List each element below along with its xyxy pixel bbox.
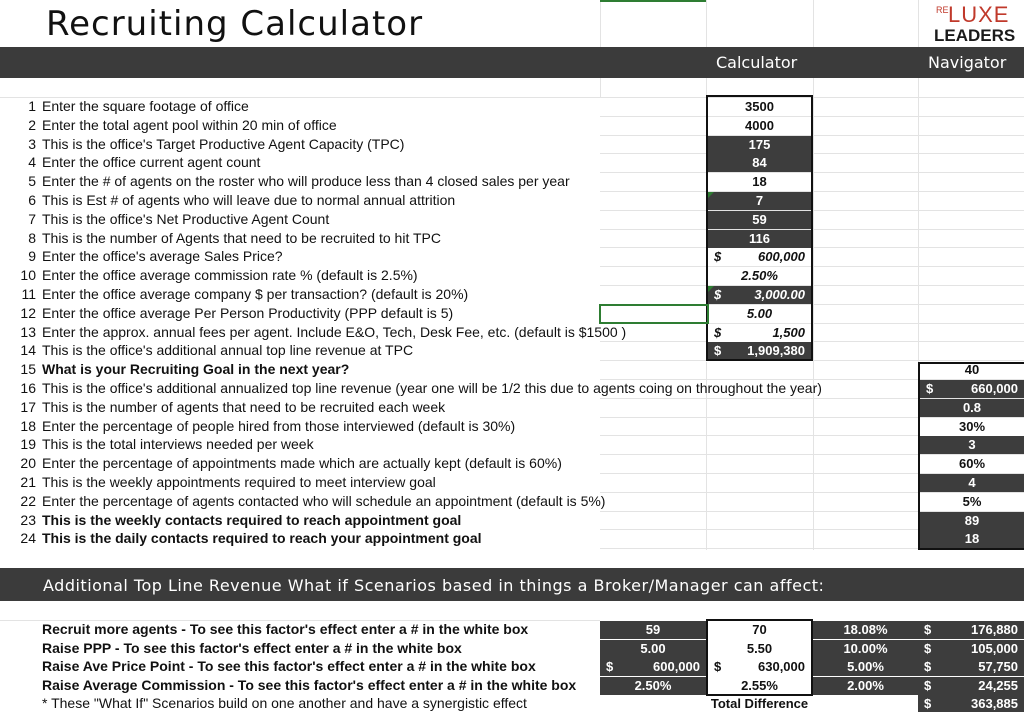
total-difference-value [918, 695, 1024, 712]
calc-row [0, 398, 1024, 417]
row-label: This is the number of agents that need to be recruited each week [42, 398, 446, 415]
row-label: This is the daily contacts required to reach your appointment goal [42, 530, 482, 547]
row-number: 6 [28, 192, 36, 208]
row-number: 2 [28, 116, 36, 133]
currency-symbol: $ [714, 343, 722, 359]
calc-row [0, 153, 1024, 172]
total-currency: $ [924, 696, 932, 711]
cell-value: 3,000.00 [754, 287, 805, 302]
column-header-band [0, 47, 1024, 78]
cell-value: 1,500 [772, 324, 805, 340]
calc-row [0, 341, 1024, 360]
row-number: 21 [20, 474, 36, 490]
row-label: Enter the percentage of appointments made which are actually kept (default is 60%) [42, 455, 562, 472]
row-number: 22 [20, 492, 36, 509]
whatif-input-cell[interactable]: 5.50 [708, 640, 811, 658]
whatif-label: Raise Ave Price Point - To see this factor's effect enter a # in the white box [42, 658, 536, 675]
calc-row [0, 229, 1024, 248]
row-number: 18 [20, 417, 36, 434]
calculator-value-cell[interactable]: 18 [708, 173, 811, 191]
row-number: 11 [21, 286, 36, 302]
row-label: Enter the office's average Sales Price? [42, 248, 283, 265]
calc-row [0, 454, 1024, 473]
whatif-current-value: 59 [600, 621, 706, 639]
calc-row [0, 511, 1024, 530]
cell-value: 600,000 [653, 659, 700, 675]
calc-row [0, 210, 1024, 229]
row-label: This is the office's Net Productive Agent Count [42, 210, 330, 227]
gridline [600, 78, 601, 98]
calc-row [0, 304, 1024, 323]
calc-row [0, 379, 1024, 398]
row-label: Enter the approx. annual fees per agent. Include E&O, Tech, Desk Fee, etc. (default is $1500 ) [42, 323, 627, 340]
navigator-header: Navigator [928, 53, 1007, 72]
navigator-value-cell[interactable]: 5% [920, 493, 1024, 511]
gridline [918, 0, 919, 47]
calc-row [0, 191, 1024, 210]
row-label: Enter the total agent pool within 20 min of office [42, 116, 337, 133]
row-label: This is Est # of agents who will leave due to normal annual attrition [42, 192, 456, 208]
row-number: 15 [20, 361, 36, 378]
row-label: This is the total interviews needed per week [42, 436, 314, 453]
calc-row [0, 266, 1024, 285]
reluxe-leaders-logo [934, 2, 1024, 46]
row-number: 4 [28, 154, 36, 171]
total-difference-label: Total Difference [710, 696, 809, 711]
currency-symbol: $ [926, 381, 934, 396]
whatif-footnote: * These "What If" Scenarios build on one another and have a synergistic effect [42, 695, 527, 711]
cell-value: 176,880 [971, 622, 1018, 637]
navigator-value-cell[interactable]: 40 [920, 361, 1024, 379]
whatif-percent-change: 5.00% [813, 658, 918, 676]
navigator-value-cell: 4 [920, 474, 1024, 492]
row-number: 23 [20, 511, 36, 528]
calc-row [0, 529, 1024, 548]
navigator-box [918, 362, 1024, 550]
row-label: What is your Recruiting Goal in the next year? [42, 361, 350, 378]
row-number: 7 [28, 210, 36, 227]
cell-value: 105,000 [971, 640, 1018, 656]
calc-row [0, 247, 1024, 266]
currency-symbol: $ [714, 287, 722, 302]
row-label: This is the office's Target Productive Agent Capacity (TPC) [42, 135, 405, 152]
row-label: This is the office's additional annual top line revenue at TPC [42, 342, 414, 359]
calc-row [0, 323, 1024, 342]
currency-symbol: $ [924, 677, 932, 693]
row-number: 5 [28, 173, 36, 190]
row-number: 8 [28, 229, 36, 246]
whatif-revenue [918, 658, 1024, 676]
calc-row [0, 97, 1024, 116]
whatif-percent-change: 18.08% [813, 621, 918, 639]
cell-value: 660,000 [971, 381, 1018, 396]
navigator-value-cell[interactable]: 30% [920, 418, 1024, 436]
calculator-box [706, 95, 813, 361]
calc-row [0, 116, 1024, 135]
navigator-value-cell: 89 [920, 512, 1024, 530]
navigator-value-cell[interactable]: 60% [920, 455, 1024, 473]
whatif-label: Raise PPP - To see this factor's effect enter a # in the white box [42, 639, 462, 656]
row-number: 13 [20, 323, 36, 340]
currency-symbol: $ [714, 659, 722, 675]
row-number: 10 [20, 267, 36, 284]
row-number: 16 [20, 380, 36, 396]
whatif-input-box [706, 619, 813, 696]
whatif-label: Raise Average Commission - To see this factor's effect enter a # in the white box [42, 676, 577, 693]
calculator-header: Calculator [716, 53, 798, 72]
logo-leaders-text: LEADERS [934, 26, 1016, 45]
calculator-value-cell: 59 [708, 211, 811, 229]
whatif-header-band [0, 568, 1024, 601]
row-number: 19 [20, 436, 36, 453]
navigator-value-cell: 0.8 [920, 399, 1024, 417]
calculator-value-cell: 175 [708, 136, 811, 154]
gridline [813, 0, 814, 47]
calculator-value-cell[interactable]: 3500 [708, 98, 811, 116]
currency-symbol: $ [606, 659, 614, 675]
currency-symbol: $ [714, 324, 722, 340]
row-label: Enter the # of agents on the roster who will produce less than 4 closed sales per year [42, 173, 570, 190]
total-amount: 363,885 [971, 696, 1018, 711]
calc-row [0, 135, 1024, 154]
row-number: 9 [28, 248, 36, 265]
whatif-current-value: 5.00 [600, 640, 706, 658]
row-number: 12 [20, 304, 36, 321]
row-label: Enter the office average Per Person Productivity (PPP default is 5) [42, 304, 454, 321]
whatif-revenue [918, 677, 1024, 695]
whatif-revenue [918, 621, 1024, 639]
calc-row [0, 172, 1024, 191]
whatif-percent-change: 2.00% [813, 677, 918, 695]
row-label: This is the weekly appointments required to meet interview goal [42, 474, 436, 490]
whatif-heading: Additional Top Line Revenue What if Scenarios based in things a Broker/Manager can affect: [43, 576, 825, 595]
calculator-value-cell[interactable]: 4000 [708, 117, 811, 135]
whatif-input-cell[interactable]: 2.55% [708, 677, 811, 695]
calculator-value-cell[interactable]: 2.50% [708, 267, 811, 285]
navigator-value-cell: 3 [920, 436, 1024, 454]
cell-value: 600,000 [758, 249, 805, 265]
row-label: This is the office's additional annualized top line revenue (year one will be 1/2 this due to agents coing on throughout the year) [42, 380, 822, 396]
calculator-value-cell[interactable]: 5.00 [708, 305, 811, 323]
calculator-value-cell: 84 [708, 154, 811, 172]
logo-re-text: RE [936, 5, 949, 15]
row-number: 20 [20, 455, 36, 472]
row-number: 24 [20, 530, 36, 547]
whatif-label: Recruit more agents - To see this factor's effect enter a # in the white box [42, 621, 529, 637]
calculator-value-cell: 116 [708, 230, 811, 248]
page-title: Recruiting Calculator [46, 4, 424, 44]
row-number: 1 [28, 98, 36, 114]
whatif-percent-change: 10.00% [813, 640, 918, 658]
selected-cell[interactable] [599, 304, 709, 324]
row-label: This is the number of Agents that need to be recruited to hit TPC [42, 229, 441, 246]
row-label: Enter the office average commission rate % (default is 2.5%) [42, 267, 418, 284]
currency-symbol: $ [714, 249, 722, 265]
gridline [706, 78, 707, 95]
row-label: Enter the percentage of people hired from those interviewed (default is 30%) [42, 417, 516, 434]
cell-value: 24,255 [978, 677, 1018, 693]
currency-symbol: $ [924, 622, 932, 637]
whatif-current-value [600, 658, 706, 676]
logo-luxe-text: LUXE [948, 2, 1010, 27]
currency-symbol: $ [924, 640, 932, 656]
row-number: 14 [20, 342, 36, 359]
whatif-input-cell[interactable]: 70 [708, 621, 811, 639]
calc-row [0, 435, 1024, 454]
row-label: Enter the square footage of office [42, 98, 249, 114]
currency-symbol: $ [924, 659, 932, 675]
row-label: Enter the percentage of agents contacted who will schedule an appointment (default is 5%) [42, 492, 606, 509]
calc-row [0, 473, 1024, 492]
cell-value: 630,000 [758, 659, 805, 675]
calc-row [0, 285, 1024, 304]
whatif-current-value: 2.50% [600, 677, 706, 695]
row-number: 3 [28, 135, 36, 152]
navigator-value-cell: 18 [920, 530, 1024, 548]
calc-row [0, 360, 1024, 379]
gridline [600, 0, 601, 47]
calc-row [0, 417, 1024, 436]
row-label: Enter the office average company $ per transaction? (default is 20%) [42, 286, 469, 302]
cell-value: 57,750 [978, 659, 1018, 675]
gridline [706, 0, 707, 47]
whatif-revenue [918, 640, 1024, 658]
row-label: This is the weekly contacts required to reach appointment goal [42, 511, 462, 528]
row-label: Enter the office current agent count [42, 154, 261, 171]
gridline [600, 0, 706, 2]
row-number: 17 [20, 398, 36, 415]
calculator-value-cell: 7 [708, 192, 811, 210]
calc-row [0, 492, 1024, 511]
cell-value: 1,909,380 [747, 343, 805, 359]
